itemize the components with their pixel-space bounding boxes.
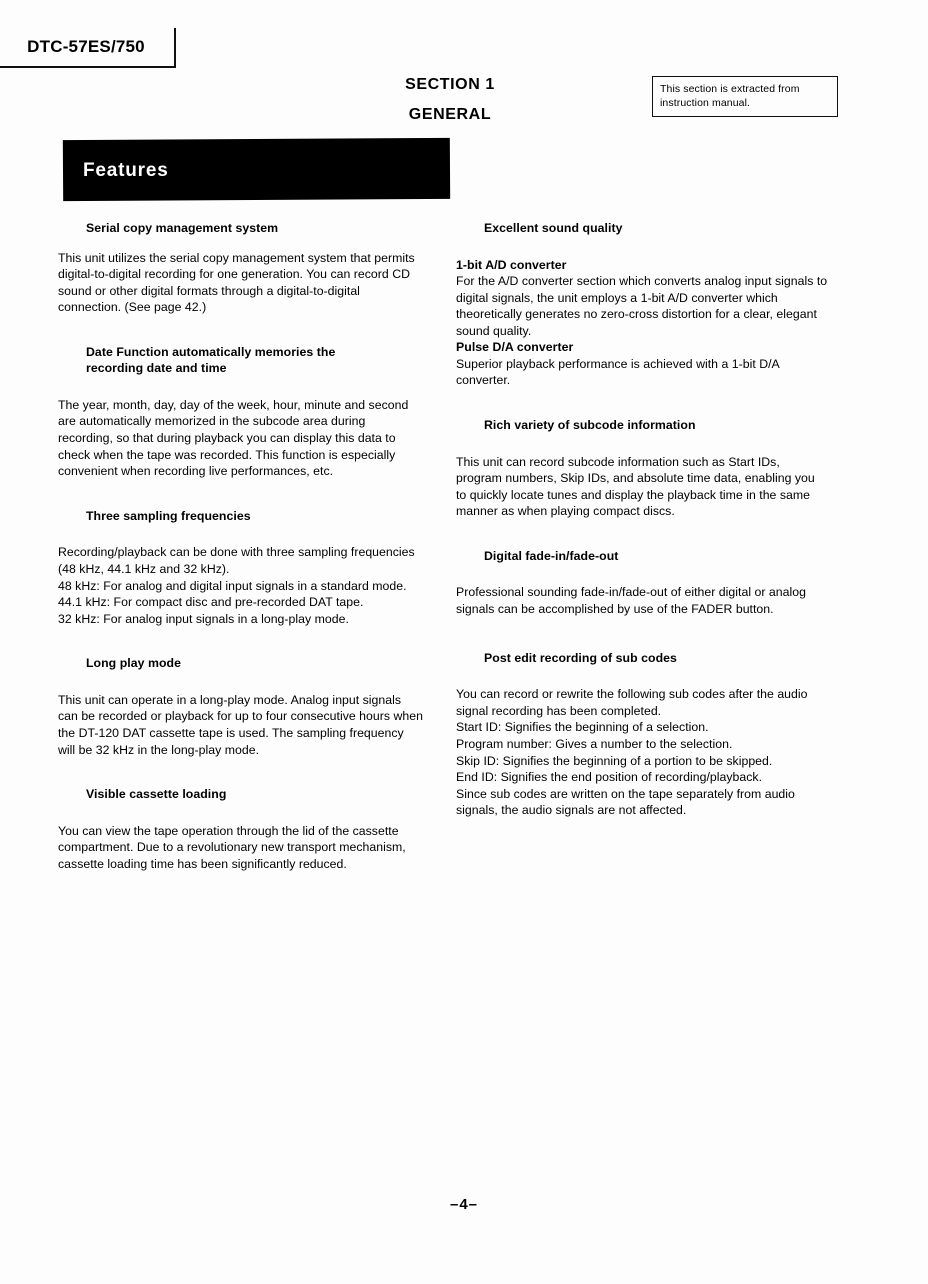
body-subcode-information: This unit can record subcode information such as Start IDs, program numbers, Skip IDs, and absolute time data, enabling you to quickly locate tunes and display the playback time in the same manner as when playing compact discs.	[456, 454, 815, 519]
page-footer	[0, 1196, 928, 1214]
block-subcode-information	[456, 417, 828, 520]
page-number: –4–	[449, 1196, 479, 1213]
heading-visible-cassette-loading: Visible cassette loading	[86, 787, 227, 802]
heading-digital-fade: Digital fade-in/fade-out	[484, 548, 619, 563]
features-banner-title: Features	[83, 159, 169, 181]
body-1bit-ad-converter: For the A/D converter section which converts analog input signals to digital signals, the unit employs a 1-bit A/D converter which theoretically generates no zero-cross distortion for a clear, elegant sound quality.	[456, 274, 828, 338]
post-edit-item-skip-id: Skip ID: Signifies the beginning of a portion to be skipped.	[456, 753, 773, 768]
body-pulse-da-converter: Superior playback performance is achieved with a 1-bit D/A converter.	[456, 356, 780, 388]
heading-date-function-line-2: recording date and time	[86, 361, 227, 376]
subheading-1bit-ad-converter: 1-bit A/D converter	[456, 257, 567, 272]
post-edit-closing-note: Since sub codes are written on the tape separately from audio signals, the audio signals are not affected.	[456, 786, 795, 818]
post-edit-item-end-id: End ID: Signifies the end position of recording/playback.	[456, 770, 763, 785]
sampling-item-32khz: 32 kHz: For analog input signals in a long-play mode.	[58, 611, 349, 626]
post-edit-item-program-number: Program number: Gives a number to the selection.	[456, 736, 733, 751]
subheading-pulse-da-converter: Pulse D/A converter	[456, 340, 574, 355]
right-column	[456, 220, 828, 821]
block-serial-copy-management	[58, 220, 423, 316]
heading-post-edit-recording: Post edit recording of sub codes	[484, 650, 677, 665]
body-long-play-mode: This unit can operate in a long-play mode. Analog input signals can be recorded or playback for up to four consecutive hours when the DT-120 DAT cassette tape is used. The sampling frequency will be 32 kHz in the long-play mode.	[58, 692, 423, 757]
heading-date-function-line-1: Date Function automatically memories the	[86, 344, 336, 359]
features-banner	[63, 138, 450, 201]
body-serial-copy-management: This unit utilizes the serial copy management system that permits digital-to-digital recording for one generation. You can record CD sound or other digital formats through a digital-to-digital connection. (See page 42.)	[58, 250, 415, 315]
heading-excellent-sound-quality: Excellent sound quality	[484, 221, 623, 235]
extracted-note-line-2: instruction manual.	[660, 97, 751, 109]
block-three-sampling-frequencies	[58, 508, 423, 627]
model-number-label: DTC-57ES/750	[27, 37, 145, 56]
body-post-edit-recording: You can record or rewrite the following sub codes after the audio signal recording has been completed.	[456, 687, 808, 718]
body-visible-cassette-loading: You can view the tape operation through the lid of the cassette compartment. Due to a revolutionary new transport mechanism, cassette loading time has been significantly reduced.	[58, 823, 406, 871]
heading-three-sampling-frequencies: Three sampling frequencies	[86, 508, 251, 523]
section-heading-group	[330, 70, 570, 130]
left-column	[58, 220, 423, 874]
sampling-item-44-1khz: 44.1 kHz: For compact disc and pre-recorded DAT tape.	[58, 595, 364, 610]
body-digital-fade: Professional sounding fade-in/fade-out of either digital or analog signals can be accomplished by use of the FADER button.	[456, 585, 806, 617]
block-digital-fade	[456, 548, 828, 618]
block-long-play-mode	[58, 655, 423, 758]
model-number-tab	[0, 28, 176, 68]
extracted-note-box	[652, 76, 838, 117]
block-excellent-sound-quality	[456, 220, 828, 389]
block-post-edit-recording	[456, 650, 828, 819]
block-date-function	[58, 344, 423, 480]
section-title: GENERAL	[408, 106, 492, 123]
sampling-item-48khz: 48 kHz: For analog and digital input signals in a standard mode.	[58, 578, 407, 593]
body-three-sampling-frequencies: Recording/playback can be done with three sampling frequencies (48 kHz, 44.1 kHz and 32 kHz).	[58, 545, 415, 576]
extracted-note-line-1: This section is extracted from	[660, 83, 800, 95]
section-number: SECTION 1	[405, 76, 495, 93]
heading-long-play-mode: Long play mode	[86, 656, 181, 671]
heading-serial-copy-management: Serial copy management system	[86, 221, 279, 235]
post-edit-item-start-id: Start ID: Signifies the beginning of a selection.	[456, 720, 709, 735]
block-visible-cassette-loading	[58, 786, 423, 872]
heading-subcode-information: Rich variety of subcode information	[484, 418, 696, 433]
body-date-function: The year, month, day, day of the week, hour, minute and second are automatically memorized in the subcode area during recording, so that during playback you can display this data to check when the tape was recorded. This function is especially convenient when recording live performances, etc.	[58, 397, 409, 479]
